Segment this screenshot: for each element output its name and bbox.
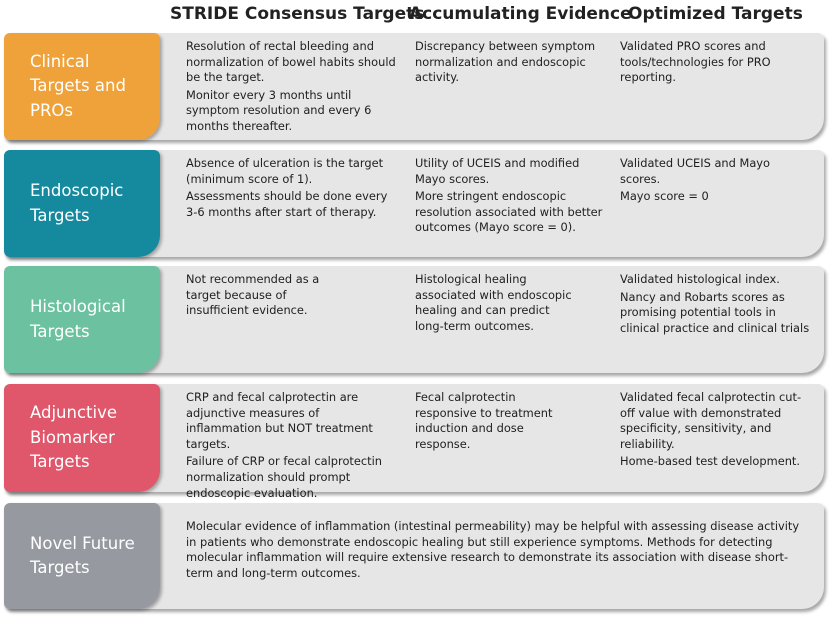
- cell-text: Validated fecal calprotectin cut-off value with demonstrated specificity, sensitivity, and reliability.: [620, 390, 802, 451]
- cell-text: Mayo score = 0: [620, 189, 709, 204]
- cell-stride: [186, 272, 326, 321]
- row-label-novel-future: [4, 503, 160, 609]
- cell-text: Validated UCEIS and Mayo scores.: [620, 156, 771, 186]
- label-line: Endoscopic: [30, 181, 124, 200]
- cell-combined: [186, 519, 806, 583]
- cell-optimized: [620, 156, 812, 207]
- cell-text: Discrepancy between symptom normalization and endoscopic activity.: [415, 39, 596, 85]
- cell-text: Nancy and Robarts scores as promising potential tools in clinical practice and clinical trials: [620, 289, 810, 335]
- row-histological-targets: [4, 266, 824, 373]
- label-line: Targets: [30, 205, 90, 225]
- cell-evidence: [415, 39, 607, 88]
- cell-evidence: [415, 156, 607, 238]
- cell-stride: [186, 39, 396, 137]
- cell-text: Validated PRO scores and tools/technologies for PRO reporting.: [620, 39, 771, 85]
- cell-text: Failure of CRP or fecal calprotectin normalization should prompt endoscopic evaluation.: [186, 454, 382, 500]
- cell-text: Histological healing associated with endoscopic healing and can predict long-term outcomes.: [415, 272, 572, 333]
- header-stride-consensus-targets: STRIDE Consensus Targets: [170, 4, 425, 24]
- label-line: Targets: [30, 452, 90, 472]
- cell-text: Molecular evidence of inflammation (intestinal permeability) may be helpful with assessing disease activity in patients who demonstrate endoscopic healing but still experience symptoms. Methods for detecting molecular inflammation will require extensive research to demonstrate its association with disease short-term and long-term outcomes.: [186, 519, 800, 580]
- cell-text: Utility of UCEIS and modified Mayo scores.: [415, 156, 580, 186]
- cell-optimized: [620, 390, 812, 472]
- label-line: Targets: [30, 321, 90, 341]
- cell-text: More stringent endoscopic resolution associated with better outcomes (Mayo score = 0).: [415, 189, 603, 235]
- label-line: Biomarker: [30, 427, 115, 447]
- cell-text: Resolution of rectal bleeding and normalization of bowel habits should be the target.: [186, 39, 396, 85]
- cell-text: Home-based test development.: [620, 454, 801, 469]
- cell-text: Assessments should be done every 3-6 months after start of therapy.: [186, 189, 388, 219]
- cell-optimized: [620, 39, 812, 88]
- label-line: Histological: [30, 297, 126, 316]
- cell-evidence: [415, 272, 575, 336]
- cell-text: Absence of ulceration is the target (minimum score of 1).: [186, 156, 384, 186]
- row-label-clinical: [4, 33, 160, 140]
- label-line: PROs: [30, 100, 73, 120]
- cell-stride: [186, 156, 396, 222]
- cell-stride: [186, 390, 396, 503]
- row-clinical-targets: [4, 33, 824, 140]
- cell-text: CRP and fecal calprotectin are adjunctive measures of inflammation but NOT treatment targets.: [186, 390, 373, 451]
- row-label-histological: [4, 266, 160, 373]
- header-optimized-targets: Optimized Targets: [628, 4, 803, 24]
- label-line: Targets: [30, 558, 90, 577]
- label-line: Targets and: [30, 76, 126, 96]
- label-line: Adjunctive: [30, 403, 118, 423]
- row-label-adjunctive-biomarker: [4, 384, 160, 492]
- cell-text: Validated histological index.: [620, 272, 780, 286]
- label-line: Clinical: [30, 51, 90, 71]
- row-novel-future-targets: [4, 503, 824, 609]
- cell-text: Not recommended as a target because of insufficient evidence.: [186, 272, 320, 318]
- cell-text: Monitor every 3 months until symptom resolution and every 6 months thereafter.: [186, 87, 372, 133]
- cell-text: Fecal calprotectin responsive to treatment induction and dose response.: [415, 390, 553, 451]
- row-adjunctive-biomarker-targets: [4, 384, 824, 500]
- cell-evidence: [415, 390, 565, 454]
- header-accumulating-evidence: Accumulating Evidence: [409, 4, 632, 24]
- cell-optimized: [620, 272, 812, 338]
- row-endoscopic-targets: [4, 150, 824, 257]
- label-line: Novel Future: [30, 533, 135, 553]
- row-label-endoscopic: [4, 150, 160, 257]
